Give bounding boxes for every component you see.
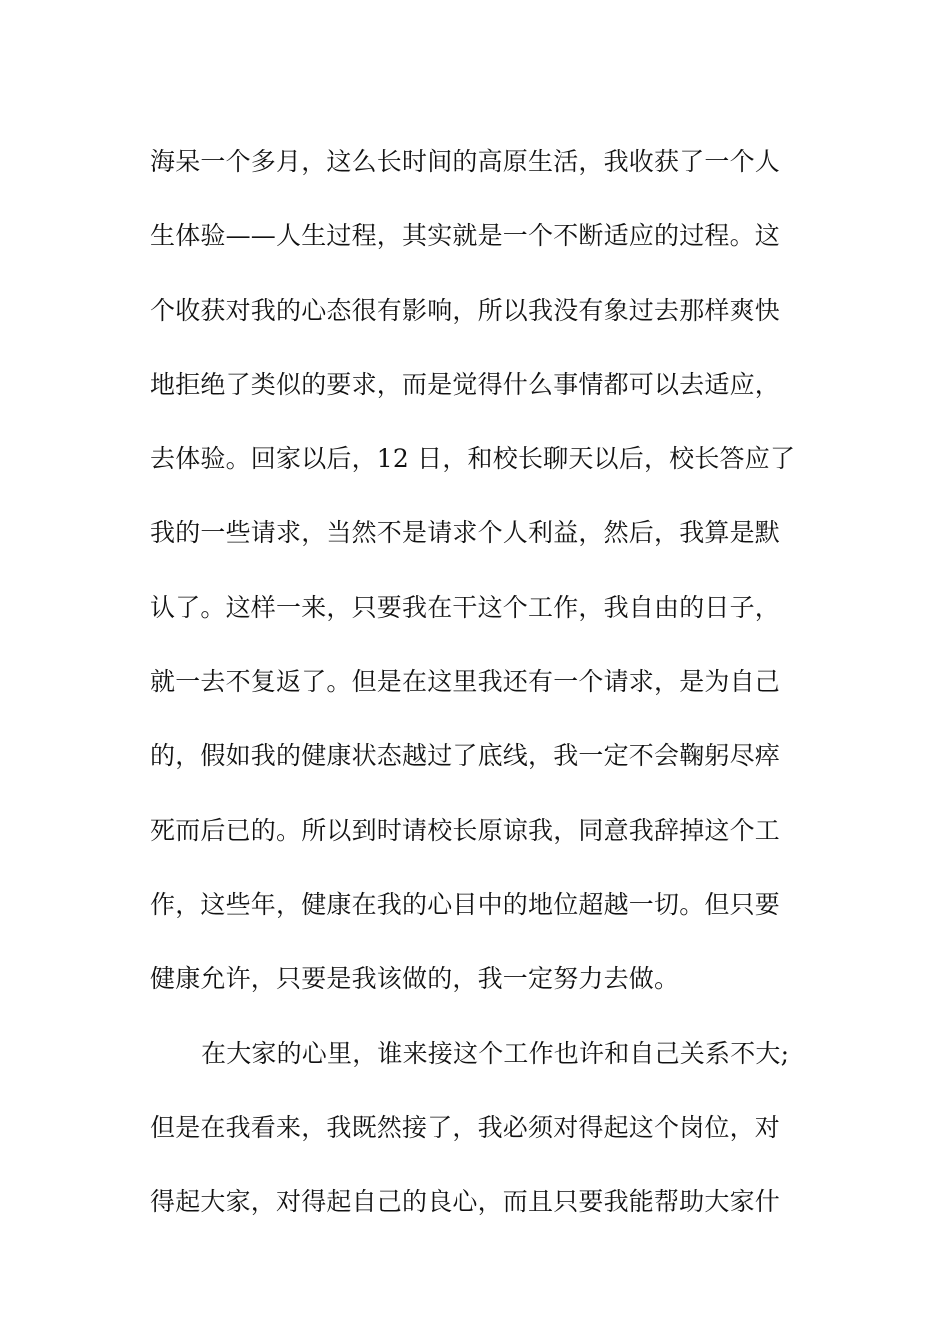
body-text: [150, 125, 810, 1239]
text-line: 认了。这样一来，只要我在干这个工作，我自由的日子，: [150, 592, 781, 622]
text-line: 生体验——人生过程，其实就是一个不断适应的过程。这: [150, 221, 781, 251]
text-line: 死而后已的。所以到时请校长原谅我，同意我辞掉这个工: [150, 815, 781, 845]
text-line: 我的一些请求，当然不是请求个人利益，然后，我算是默: [150, 518, 781, 548]
text-line: 得起大家，对得起自己的良心，而且只要我能帮助大家什: [150, 1187, 781, 1217]
text-line: 个收获对我的心态很有影响，所以我没有象过去那样爽快: [150, 295, 781, 325]
text-line: 去体验。回家以后，12 日，和校长聊天以后，校长答应了: [150, 444, 796, 474]
text-line: 作，这些年，健康在我的心目中的地位超越一切。但只要: [150, 889, 781, 919]
paragraph-start-line: 在大家的心里，谁来接这个工作也许和自己关系不大;: [201, 1038, 790, 1068]
text-line: 海呆一个多月，这么长时间的高原生活，我收获了一个人: [150, 147, 781, 176]
text-line: 但是在我看来，我既然接了，我必须对得起这个岗位，对: [150, 1112, 781, 1142]
text-line: 的，假如我的健康状态越过了底线，我一定不会鞠躬尽瘁: [150, 741, 781, 771]
text-line: 健康允许，只要是我该做的，我一定努力去做。: [150, 964, 680, 994]
text-line: 地拒绝了类似的要求，而是觉得什么事情都可以去适应，: [150, 369, 781, 399]
text-line: 就一去不复返了。但是在这里我还有一个请求，是为自己: [150, 667, 781, 697]
